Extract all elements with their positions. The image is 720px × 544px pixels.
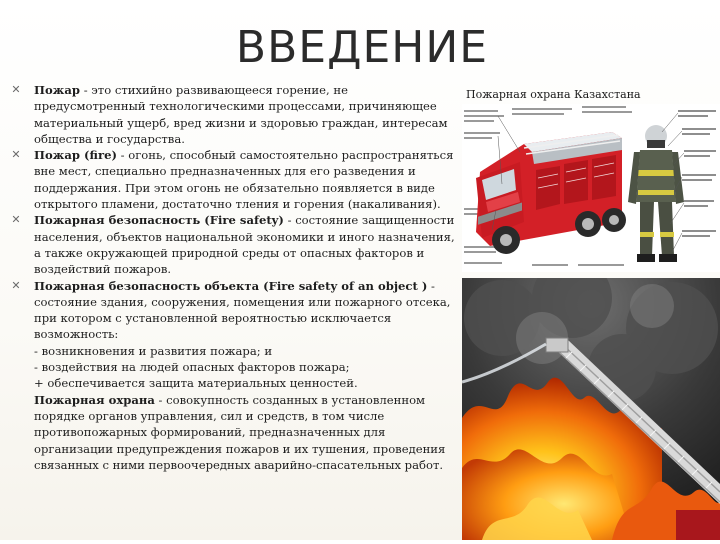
list-line: + обеспечивается защита материальных ценностей. <box>34 376 358 391</box>
paragraph-object-safety <box>10 278 458 343</box>
paragraph-fire <box>10 82 458 147</box>
x-bullet-icon: ✕ <box>11 278 21 292</box>
x-bullet-icon: ✕ <box>11 213 21 227</box>
term: Пожарная безопасность (Fire safety) <box>34 213 284 228</box>
definition: - состояние защищенности населения, объектов национальной экономики и иного назначения, а также окружающей природной среды от опасных факторов и воздействий пожаров. <box>34 213 455 277</box>
term: Пожарная охрана <box>34 392 155 407</box>
fire-ladder-photo <box>462 278 720 540</box>
x-bullet-icon: ✕ <box>11 83 21 96</box>
fire-truck-infographic <box>462 104 720 272</box>
term: Пожар (fire) <box>34 148 117 163</box>
definition: - совокупность созданных в установленном порядке органов управления, сил и средств, в том числе противопожарных формирований, предназначенных для организации предупреждения пожаров и их тушения, проведения связанных с ними первоочередных аварийно-спасательных работ. <box>34 392 446 472</box>
list-line: - воздействия на людей опасных факторов пожара; <box>34 360 350 375</box>
term: Пожарная безопасность объекта (Fire safety of an object ) <box>34 278 428 293</box>
fire-truck-illustration <box>462 104 720 272</box>
definition: - состояние здания, сооружения, помещения или пожарного отсека, при котором с установленной вероятностью исключается возможность: <box>34 278 451 342</box>
firefighter-figure <box>628 125 684 262</box>
slide-title: ВВЕДЕНИЕ <box>235 22 489 73</box>
paragraph-fire-safety <box>10 212 458 277</box>
image-caption: Пожарная охрана Казахстана <box>466 88 641 101</box>
list-line: - возникновения и развития пожара; и <box>34 343 273 358</box>
paragraph-fire-en <box>10 147 458 212</box>
x-bullet-icon: ✕ <box>11 148 21 162</box>
paragraph-fire-service <box>10 392 458 473</box>
term: Пожар <box>34 83 81 97</box>
body-text <box>10 82 458 473</box>
definition: - огонь, способный самостоятельно распространяться вне мест, специально предназначенных для его разведения и поддержания. При этом огонь не обязательно появляется в виде открытого пламени, достаточно тления и горения (накаливания). <box>34 148 454 212</box>
fire-scene-illustration <box>462 278 720 540</box>
definition: - это стихийно развивающееся горение, не предусмотренный технологическими процессами, причиняющее материальный ущерб, вред жизни и здоровью граждан, интересам общества и государства. <box>34 83 448 146</box>
